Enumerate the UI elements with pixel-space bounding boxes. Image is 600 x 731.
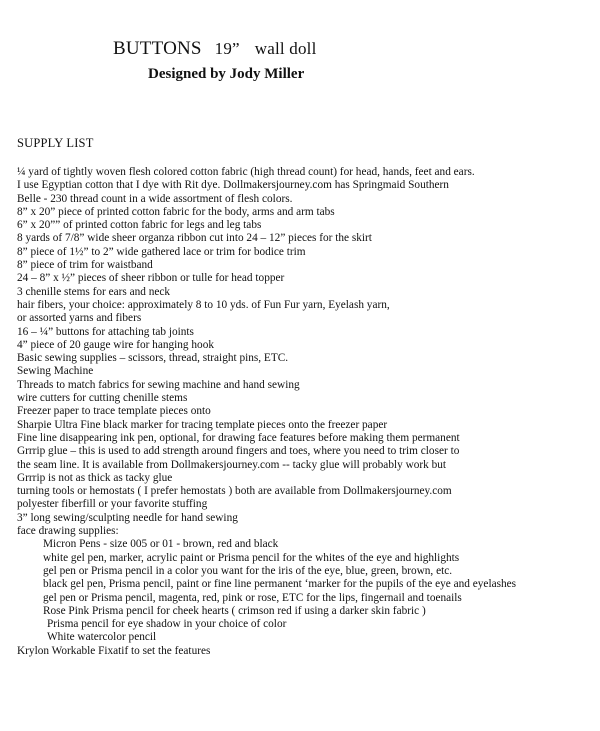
supply-item: Basic sewing supplies – scissors, thread, straight pins, ETC. [17,352,289,365]
supply-item: 16 – ¼” buttons for attaching tab joints [17,325,194,338]
supply-item: or assorted yarns and fibers [17,312,142,325]
supply-item: Belle - 230 thread count in a wide assortment of flesh colors. [17,192,293,205]
supply-item: 8” piece of 1½” to 2” wide gathered lace or trim for bodice trim [17,245,306,258]
supply-item: Threads to match fabrics for sewing machine and hand sewing [17,378,300,391]
title-size: 19” [214,39,240,58]
supply-item: Freezer paper to trace template pieces onto [17,405,211,418]
supply-item: polyester fiberfill or your favorite stuffing [17,498,208,511]
supply-list-heading: SUPPLY LIST [17,136,94,150]
supply-item: 8” x 20” piece of printed cotton fabric for the body, arms and arm tabs [17,205,335,218]
face-supply-item: black gel pen, Prisma pencil, paint or fine line permanent ‘marker for the pupils of the eye and eyelashes [43,578,517,591]
supply-item: Grrrip glue – this is used to add strength around fingers and toes, where you need to trim closer to [17,445,460,458]
supply-item: I use Egyptian cotton that I dye with Rit dye. Dollmakersjourney.com has Springmaid Southern [17,179,449,192]
supply-item: hair fibers, your choice: approximately 8 to 10 yds. of Fun Fur yarn, Eyelash yarn, [17,298,390,311]
supply-item: 24 – 8” x ½” pieces of sheer ribbon or tulle for head topper [17,272,285,285]
supply-item: 8 yards of 7/8” wide sheer organza ribbon cut into 24 – 12” pieces for the skirt [17,232,372,245]
title-doll-type: wall doll [254,39,317,58]
supply-item: 3” long sewing/sculpting needle for hand sewing [17,511,238,524]
supply-item: turning tools or hemostats ( I prefer hemostats ) both are available from Dollmakersjourney.com [17,485,452,498]
supply-item: Grrrip is not as thick as tacky glue [17,471,173,484]
face-supply-item: Prisma pencil for eye shadow in your choice of color [47,618,287,631]
supply-item: 4” piece of 20 gauge wire for hanging hook [17,338,215,351]
title-doll-name: BUTTONS [113,38,202,59]
supply-item: the seam line. It is available from Dollmakersjourney.com -- tacky glue will probably work but [17,458,447,471]
supply-item: face drawing supplies: [17,525,119,538]
page-title [113,38,317,60]
supply-item: Sewing Machine [17,365,94,378]
face-supply-item: Rose Pink Prisma pencil for cheek hearts ( crimson red if using a darker skin fabric ) [43,604,426,617]
face-supply-item: White watercolor pencil [47,631,157,644]
supply-list [17,166,516,658]
face-supply-item: gel pen or Prisma pencil in a color you want for the iris of the eye, blue, green, brown, etc. [43,564,453,577]
supply-item: Fine line disappearing ink pen, optional, for drawing face features before making them permanent [17,431,460,444]
supply-item: 6” x 20”” of printed cotton fabric for legs and leg tabs [17,219,262,232]
supply-item: Sharpie Ultra Fine black marker for tracing template pieces onto the freezer paper [17,418,388,431]
supply-item: ¼ yard of tightly woven flesh colored cotton fabric (high thread count) for head, hands, feet and ears. [17,166,475,178]
supply-item: wire cutters for cutting chenille stems [17,392,188,405]
face-supply-item: gel pen or Prisma pencil, magenta, red, pink or rose, ETC for the lips, fingernail and toenails [43,591,462,604]
designer-credit: Designed by Jody Miller [148,66,305,82]
supply-item: 8” piece of trim for waistband [17,259,153,272]
face-supply-item: Micron Pens - size 005 or 01 - brown, red and black [43,538,279,551]
face-supply-item: white gel pen, marker, acrylic paint or Prisma pencil for the whites of the eye and highlights [43,551,460,564]
supply-item: 3 chenille stems for ears and neck [17,285,171,298]
supply-item: Krylon Workable Fixatif to set the features [17,644,211,657]
